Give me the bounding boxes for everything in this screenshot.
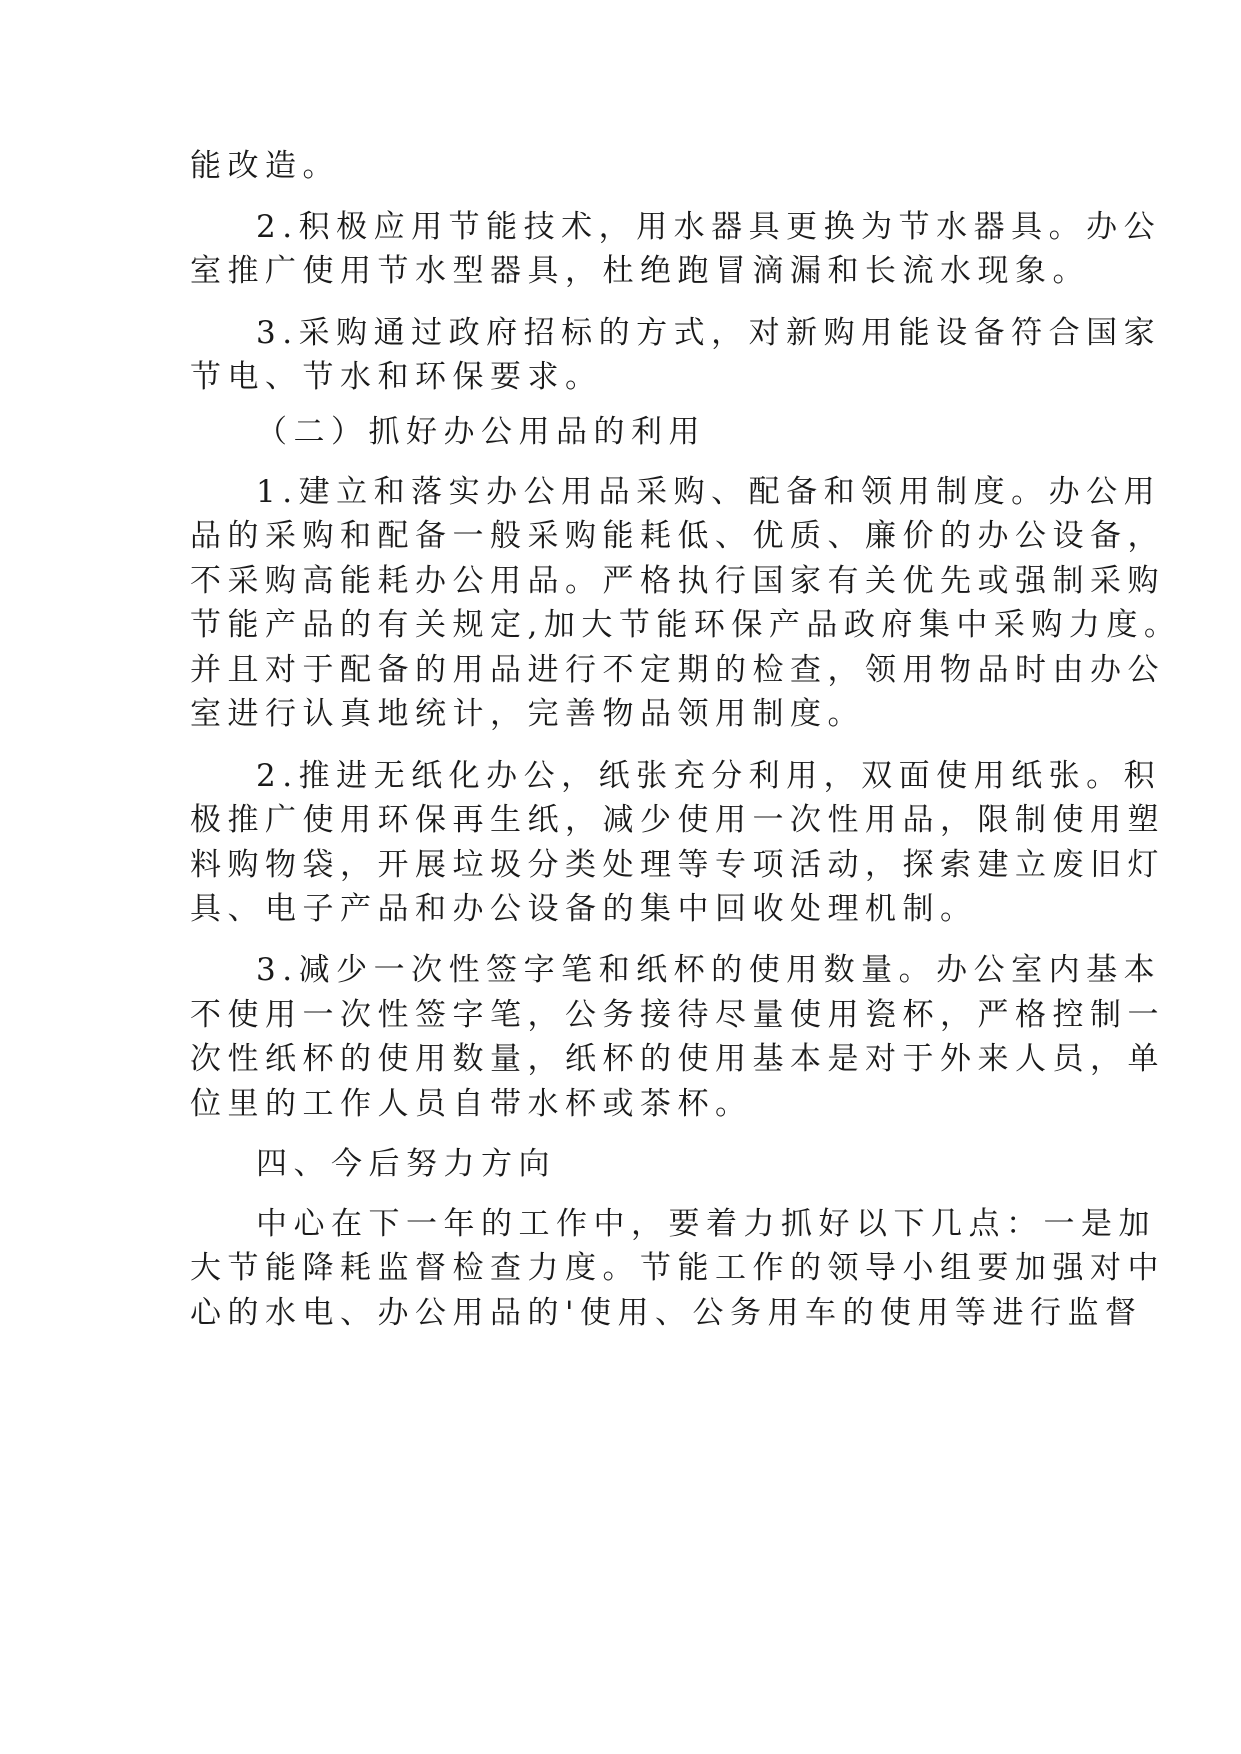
text-line-24: 心的水电、办公用品的'使用、公务用车的使用等进行监督 [190,1295,1143,1331]
text-line-1: 能改造。 [190,148,340,184]
text-line-10: 节能产品的有关规定,加大节能环保产品政府集中采购力度。 [190,607,1182,643]
text-line-22: 中心在下一年的工作中，要着力抓好以下几点：一是加 [256,1206,1156,1242]
text-line-2: 2.积极应用节能技术，用水器具更换为节水器具。办公 [256,209,1162,245]
text-line-14: 极推广使用环保再生纸，减少使用一次性用品，限制使用塑 [190,802,1165,838]
text-line-5: 节电、节水和环保要求。 [190,359,603,395]
text-line-12: 室进行认真地统计，完善物品领用制度。 [190,696,865,732]
text-line-13: 2.推进无纸化办公，纸张充分利用，双面使用纸张。积 [256,758,1162,794]
section-heading-4: 四、今后努力方向 [256,1146,556,1182]
section-heading-2: （二）抓好办公用品的利用 [256,414,706,450]
text-line-15: 料购物袋，开展垃圾分类处理等专项活动，探索建立废旧灯 [190,847,1165,883]
text-line-17: 3.减少一次性签字笔和纸杯的使用数量。办公室内基本 [256,952,1162,988]
text-line-18: 不使用一次性签字笔，公务接待尽量使用瓷杯，严格控制一 [190,997,1165,1033]
text-line-11: 并且对于配备的用品进行不定期的检查，领用物品时由办公 [190,652,1165,688]
text-line-16: 具、电子产品和办公设备的集中回收处理机制。 [190,891,978,927]
text-line-23: 大节能降耗监督检查力度。节能工作的领导小组要加强对中 [190,1250,1165,1286]
text-line-9: 不采购高能耗办公用品。严格执行国家有关优先或强制采购 [190,563,1165,599]
text-line-19: 次性纸杯的使用数量，纸杯的使用基本是对于外来人员，单 [190,1041,1165,1077]
text-line-3: 室推广使用节水型器具，杜绝跑冒滴漏和长流水现象。 [190,253,1090,289]
text-line-20: 位里的工作人员自带水杯或茶杯。 [190,1086,753,1122]
text-line-8: 品的采购和配备一般采购能耗低、优质、廉价的办公设备， [190,518,1165,554]
text-line-7: 1.建立和落实办公用品采购、配备和领用制度。办公用 [256,474,1162,510]
text-line-4: 3.采购通过政府招标的方式，对新购用能设备符合国家 [256,315,1162,351]
